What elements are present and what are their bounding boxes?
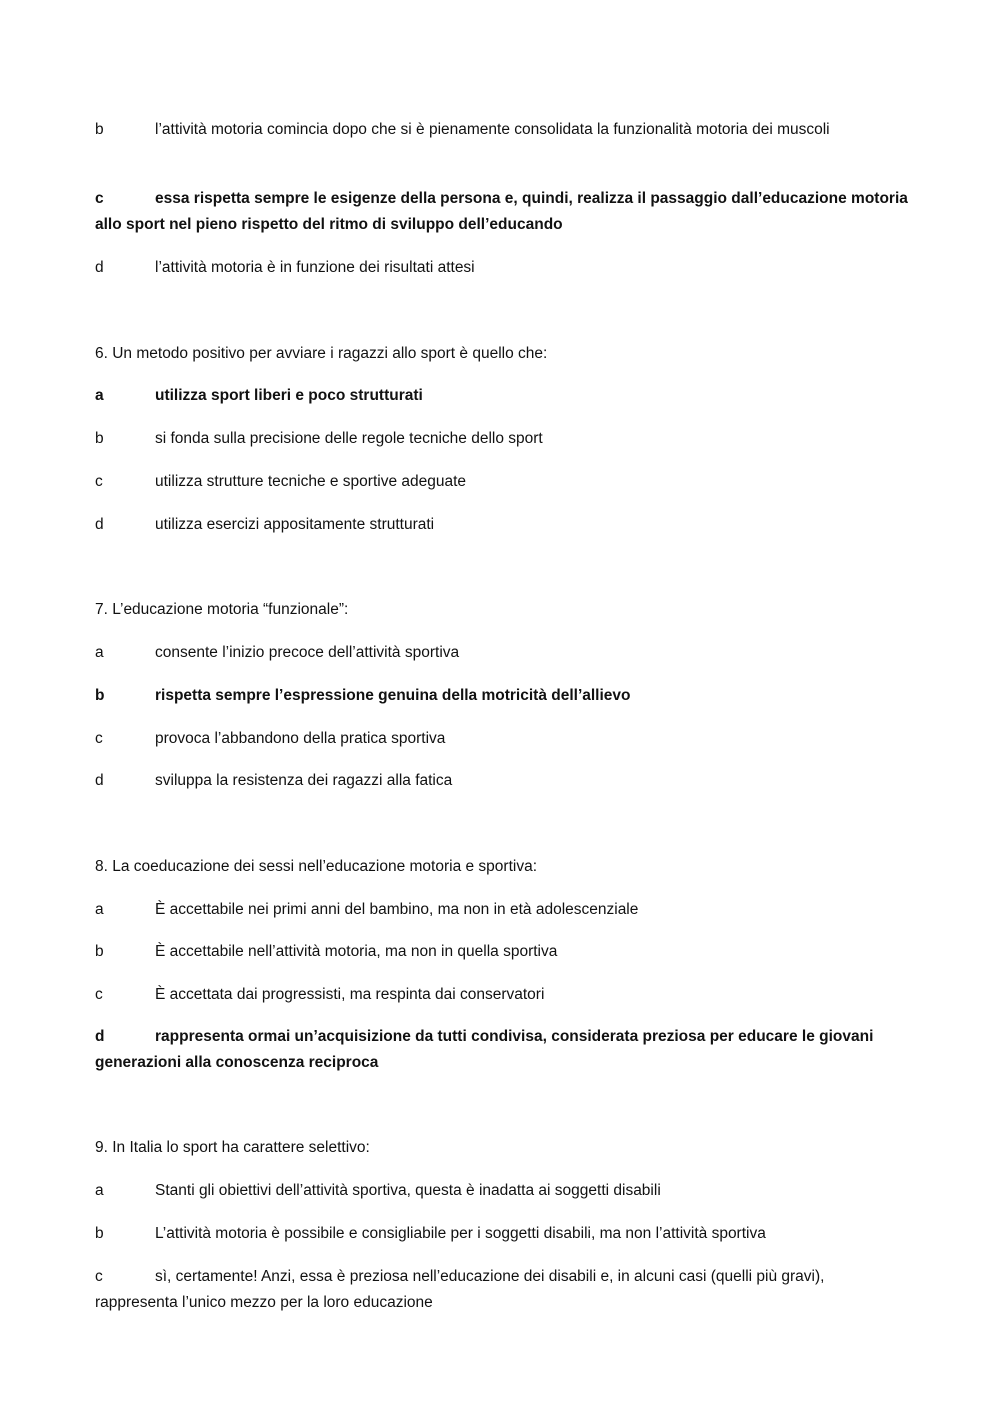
option-text: È accettabile nell’attività motoria, ma non in quella sportiva [155, 943, 558, 960]
option-letter: a [95, 1182, 104, 1199]
question-6: 6. Un metodo positivo per avviare i ragazzi allo sport è quello che: [95, 345, 548, 362]
option-a [95, 1178, 910, 1204]
option-text: sì, certamente! Anzi, essa è preziosa nell’educazione dei disabili e, in alcuni casi (quelli più gravi), rappresenta l’unico mezzo per la loro educazione [95, 1268, 825, 1311]
question-8: 8. La coeducazione dei sessi nell’educazione motoria e sportiva: [95, 858, 538, 875]
option-c-correct [95, 186, 910, 238]
option-text: utilizza esercizi appositamente strutturati [155, 516, 435, 533]
option-d-correct [95, 1024, 910, 1076]
option-letter: b [95, 943, 104, 960]
option-c [95, 726, 910, 752]
option-a [95, 897, 910, 923]
option-letter: d [95, 516, 104, 533]
option-letter: c [95, 190, 104, 207]
option-letter: c [95, 986, 103, 1003]
option-letter: b [95, 121, 104, 138]
option-text: Stanti gli obiettivi dell’attività sportiva, questa è inadatta ai soggetti disabili [155, 1182, 661, 1199]
option-d [95, 255, 910, 281]
option-text: l’attività motoria comincia dopo che si è pienamente consolidata la funzionalità motoria dei muscoli [155, 121, 830, 138]
option-letter: a [95, 387, 104, 404]
option-letter: a [95, 901, 104, 918]
option-c [95, 982, 910, 1008]
question-7: 7. L’educazione motoria “funzionale”: [95, 601, 349, 618]
option-letter: b [95, 687, 105, 704]
option-text: provoca l’abbandono della pratica sportiva [155, 730, 446, 747]
option-b [95, 117, 910, 143]
option-b [95, 426, 910, 452]
option-letter: d [95, 259, 104, 276]
option-b [95, 939, 910, 965]
option-letter: a [95, 644, 104, 661]
option-letter: d [95, 1028, 105, 1045]
option-letter: c [95, 730, 103, 747]
option-letter: b [95, 430, 104, 447]
question-9: 9. In Italia lo sport ha carattere selettivo: [95, 1139, 370, 1156]
option-text: essa rispetta sempre le esigenze della persona e, quindi, realizza il passaggio dall’educazione motoria allo sport nel pieno rispetto del ritmo di sviluppo dell’educando [95, 190, 908, 233]
option-c [95, 1264, 910, 1316]
option-text: utilizza sport liberi e poco strutturati [155, 387, 423, 404]
option-text: È accettata dai progressisti, ma respinta dai conservatori [155, 986, 545, 1003]
option-letter: c [95, 1268, 103, 1285]
option-text: L’attività motoria è possibile e consigliabile per i soggetti disabili, ma non l’attività sportiva [155, 1225, 766, 1242]
option-text: consente l’inizio precoce dell’attività sportiva [155, 644, 460, 661]
option-letter: b [95, 1225, 104, 1242]
option-text: sviluppa la resistenza dei ragazzi alla fatica [155, 772, 453, 789]
option-b-correct [95, 683, 910, 709]
option-a-correct [95, 383, 910, 409]
option-text: rispetta sempre l’espressione genuina della motricità dell’allievo [155, 687, 631, 704]
option-d [95, 512, 910, 538]
option-a [95, 640, 910, 666]
option-d [95, 768, 910, 794]
option-b [95, 1221, 910, 1247]
option-letter: c [95, 473, 103, 490]
option-text: utilizza strutture tecniche e sportive adeguate [155, 473, 467, 490]
option-text: l’attività motoria è in funzione dei risultati attesi [155, 259, 475, 276]
option-letter: d [95, 772, 104, 789]
option-c [95, 469, 910, 495]
option-text: È accettabile nei primi anni del bambino, ma non in età adolescenziale [155, 901, 639, 918]
option-text: si fonda sulla precisione delle regole tecniche dello sport [155, 430, 543, 447]
option-text: rappresenta ormai un’acquisizione da tutti condivisa, considerata preziosa per educare le giovani generazioni alla conoscenza reciproca [95, 1028, 874, 1071]
